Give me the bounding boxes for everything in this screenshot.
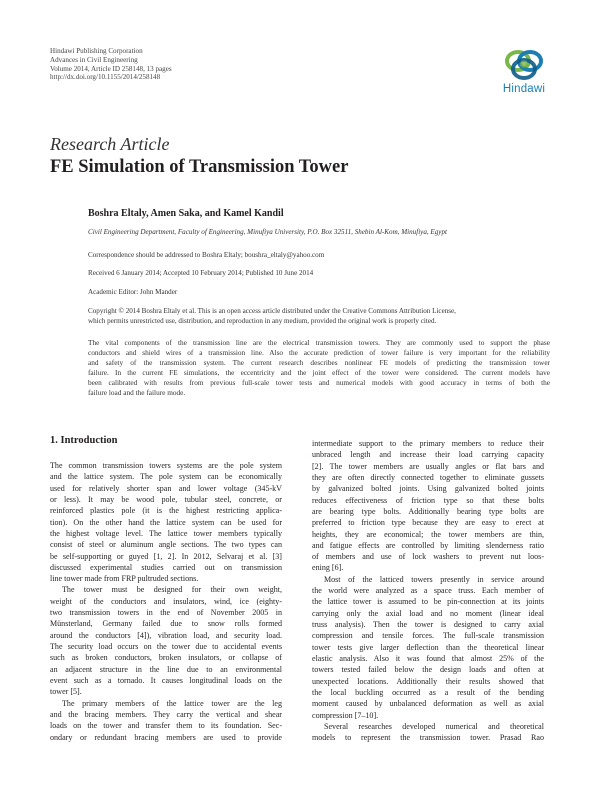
body-text-line: intermediate support to the primary members to reduce their: [312, 439, 544, 448]
body-text-line: loads on the tower and transfer them to its foundation. Sec-: [50, 721, 282, 731]
abstract-line: been calibrated with results from previous full-scale tower tests and numerical models with good accuracy in terms of both the: [88, 378, 550, 388]
body-text-line: used for relatively shorter span and lower voltage (345-kV: [50, 483, 282, 493]
body-text-line: unexpected locations. Additionally their results showed that: [312, 676, 544, 686]
body-text-line: unbraced length and increase their load carrying capacity: [312, 450, 544, 460]
abstract-line: The vital components of the transmission line are the electrical transmission towers. They are commonly used to support the phase: [88, 338, 550, 347]
publisher-name: Hindawi Publishing Corporation: [50, 47, 143, 55]
body-text-line: ening [6].: [312, 563, 344, 573]
body-column-right: [312, 438, 544, 743]
copyright-line: which permits unrestricted use, distribution, and reproduction in any medium, provided the original work is properly cited.: [88, 317, 437, 325]
correspondence: Correspondence should be addressed to Boshra Eltaly; boushra_eltaly@yahoo.com: [88, 251, 325, 259]
hindawi-rings-icon: [501, 48, 547, 82]
body-text-line: or less). It may be wood pole, tubular steel, concrete, or: [50, 494, 282, 504]
body-text-line: the highest voltage level. The lattice tower members typically: [50, 528, 282, 538]
body-text-line: the world were analyzed as a space truss. Each member of: [312, 586, 544, 596]
body-text-line: and the bracing members. They carry the vertical and shear: [50, 709, 282, 719]
body-text-line: ondary or redundant bracing members are used to provide: [50, 732, 282, 742]
hindawi-logo: [494, 48, 554, 95]
body-text-line: tower tests give larger deflection than the theoretical linear: [312, 642, 544, 652]
logo-wordmark: Hindawi: [502, 83, 546, 95]
body-text-line: truss analysis). Then the tower is designed to carry axial: [312, 620, 544, 629]
abstract-line: failure. In the current FE simulations, the eccentricity and the joint effect of the tower were considered. The current models have: [88, 368, 550, 378]
body-text-line: Münsterland, Germany failed due to snow rolls formed: [50, 619, 282, 629]
body-text-line: The security load occurs on the tower due to accidental events: [50, 642, 282, 651]
body-text-line: line tower made from FRP pultruded sections.: [50, 574, 199, 584]
body-text-line: The primary members of the lattice tower are the leg: [62, 698, 282, 708]
copyright-notice: [88, 306, 550, 326]
volume-info: Volume 2014, Article ID 258148, 13 pages: [50, 64, 172, 73]
body-text-line: models to represent the transmission tower. Prasad Rao: [312, 733, 544, 743]
body-text-line: the local buckling occurred as a result of the bending: [312, 687, 544, 697]
copyright-line: Copyright © 2014 Boshra Eltaly et al. This is an open access article distributed under the Creative Commons Attribution License,: [88, 307, 456, 315]
affiliation: Civil Engineering Department, Faculty of Engineering, Minufiya University, P.O. Box 32511, Shebin Al-Kom, Minufiya, Egypt: [88, 228, 447, 236]
body-text-line: event such as a tornado. It causes longitudinal loads on the: [50, 675, 282, 685]
body-text-line: towers tested failed below the design loads and often at: [312, 665, 544, 675]
body-text-line: consist of steel or aluminum angle sections. The two types can: [50, 540, 282, 550]
body-text-line: The common transmission towers systems are the pole system: [50, 461, 282, 470]
body-text-line: Several researches developed numerical and theoretical: [324, 721, 544, 731]
author-list: Boshra Eltaly, Amen Saka, and Kamel Kandil: [88, 208, 284, 219]
body-text-line: two transmission towers in the end of November 2005 in: [50, 608, 282, 618]
journal-name: Advances in Civil Engineering: [50, 55, 138, 64]
body-text-line: tion). On the other hand the lattice system can be used for: [50, 517, 282, 527]
body-text-line: compression [7–10].: [312, 710, 379, 720]
body-text-line: weight of the conductors and insulators, wind, ice (eighty-: [50, 596, 282, 606]
body-text-line: reduces effectiveness of friction type so that these bolts: [312, 495, 544, 505]
body-text-line: and fatigue effects are controlled by limiting slenderness ratio: [312, 540, 544, 550]
abstract-line: failure load and the failure mode.: [88, 388, 186, 398]
body-text-line: heights, they are economical; the tower members are thin,: [312, 529, 544, 539]
body-text-line: they are often directly connected together to eliminate gussets: [312, 472, 544, 482]
body-text-line: the lattice tower is assumed to be pin-connection at its joints: [312, 597, 544, 607]
body-text-line: an adjacent structure in the line due to an environmental: [50, 664, 282, 674]
body-text-line: reinforced plastics pole (it is the highest restricting applica-: [50, 506, 282, 516]
page-title: FE Simulation of Transmission Tower: [50, 157, 349, 177]
body-text-line: preferred to friction type because they are easy to erect at: [312, 518, 544, 528]
doi-link[interactable]: http://dx.doi.org/10.1155/2014/258148: [50, 73, 161, 82]
abstract-line: and safety of the transmission system. The current research describes nonlinear FE models of predicting the transmission tower: [88, 358, 550, 368]
abstract-line: conductors and shield wires of a transmission line. Also the accurate prediction of tower failure is very important for the reliability: [88, 348, 550, 358]
academic-editor: Academic Editor: John Mander: [88, 288, 178, 296]
journal-header: [50, 47, 172, 82]
section-heading-introduction: 1. Introduction: [50, 435, 118, 446]
body-text-line: around the conductors [4]), vibration load, and security load.: [50, 630, 282, 640]
body-column-left: [50, 460, 282, 743]
body-text-line: by galvanized bolted joints. Using galvanized bolted joints: [312, 484, 544, 494]
body-text-line: Most of the latticed towers presently in service around: [324, 574, 544, 584]
body-text-line: be self-supporting or guyed [1, 2]. In 2012, Selvaraj et al. [3]: [50, 551, 282, 561]
body-text-line: compression and tensile forces. The full-scale transmission: [312, 631, 544, 641]
article-type: Research Article: [50, 134, 170, 154]
body-text-line: are bearing type bolts. Additionally bearing type bolts are: [312, 506, 544, 516]
body-text-line: of members and use of lock washers to prevent nut loos-: [312, 552, 544, 562]
body-text-line: moment caused by unbalanced deformation as well as axial: [312, 699, 544, 709]
body-text-line: The tower must be designed for their own weight,: [62, 585, 282, 595]
body-text-line: carrying only the axial load and no moment (linear ideal: [312, 608, 544, 618]
body-text-line: such as broken conductors, broken insulators, or collapse of: [50, 653, 282, 663]
body-text-line: elastic analysis. Also it was found that almost 25% of the: [312, 653, 544, 663]
abstract: [88, 338, 550, 398]
body-text-line: tower [5].: [50, 687, 82, 697]
body-text-line: [2]. The tower members are usually angles or flat bars and: [312, 461, 544, 471]
body-text-line: and the lattice system. The pole system can be economically: [50, 472, 282, 482]
body-text-line: discussed experimental studies carried out on transmission: [50, 562, 282, 572]
article-dates: Received 6 January 2014; Accepted 10 February 2014; Published 10 June 2014: [88, 269, 314, 277]
